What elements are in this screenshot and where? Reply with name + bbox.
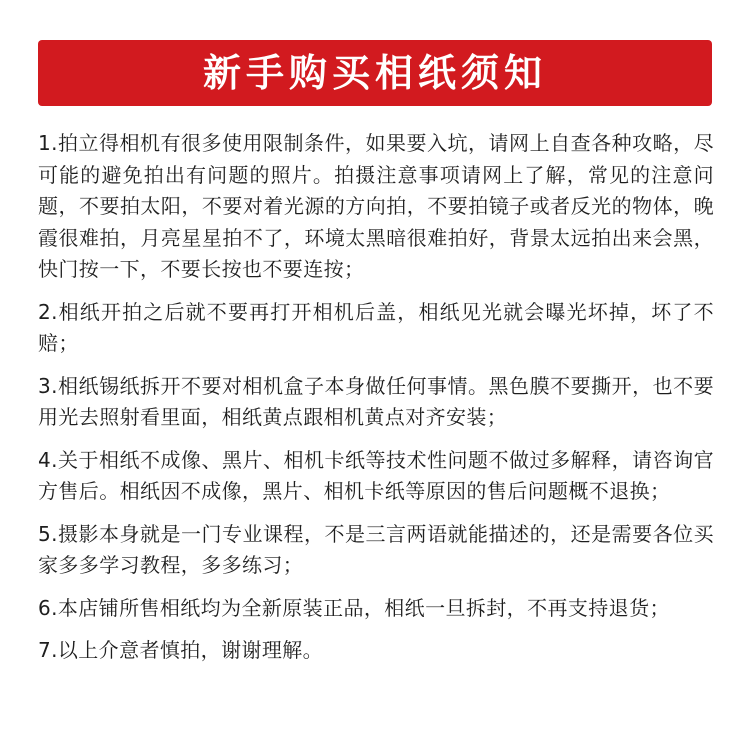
notice-item-2: 2.相纸开拍之后就不要再打开相机后盖，相纸见光就会曝光坏掉，坏了不赔； (38, 299, 714, 355)
notice-list (38, 128, 714, 678)
notice-item-6: 6.本店铺所售相纸均为全新原装正品，相纸一旦拆封，不再支持退货； (38, 595, 670, 620)
notice-item-4: 4.关于相纸不成像、黑片、相机卡纸等技术性问题不做过多解释，请咨询官方售后。相纸因不成像，黑片、相机卡纸等原因的售后问题概不退换； (38, 447, 714, 503)
notice-item-1: 1.拍立得相机有很多使用限制条件，如果要入坑，请网上自查各种攻略，尽可能的避免拍出有问题的照片。拍摄注意事项请网上了解，常见的注意问题，不要拍太阳，不要对着光源的方向拍，不要拍镜子或者反光的物体，晚霞很难拍，月亮星星拍不了，环境太黑暗很难拍好，背景太远拍出来会黑，快门按一下，不要长按也不要连按； (38, 131, 714, 281)
page-title: 新手购买相纸须知 (202, 51, 547, 95)
notice-item-3: 3.相纸锡纸拆开不要对相机盒子本身做任何事情。黑色膜不要撕开，也不要用光去照射看里面，相纸黄点跟相机黄点对齐安装； (38, 373, 714, 429)
notice-item-7: 7.以上介意者慎拍，谢谢理解。 (38, 638, 324, 662)
title-banner (38, 40, 712, 106)
notice-item-5: 5.摄影本身就是一门专业课程，不是三言两语就能描述的，还是需要各位买家多多学习教程，多多练习； (38, 521, 714, 577)
